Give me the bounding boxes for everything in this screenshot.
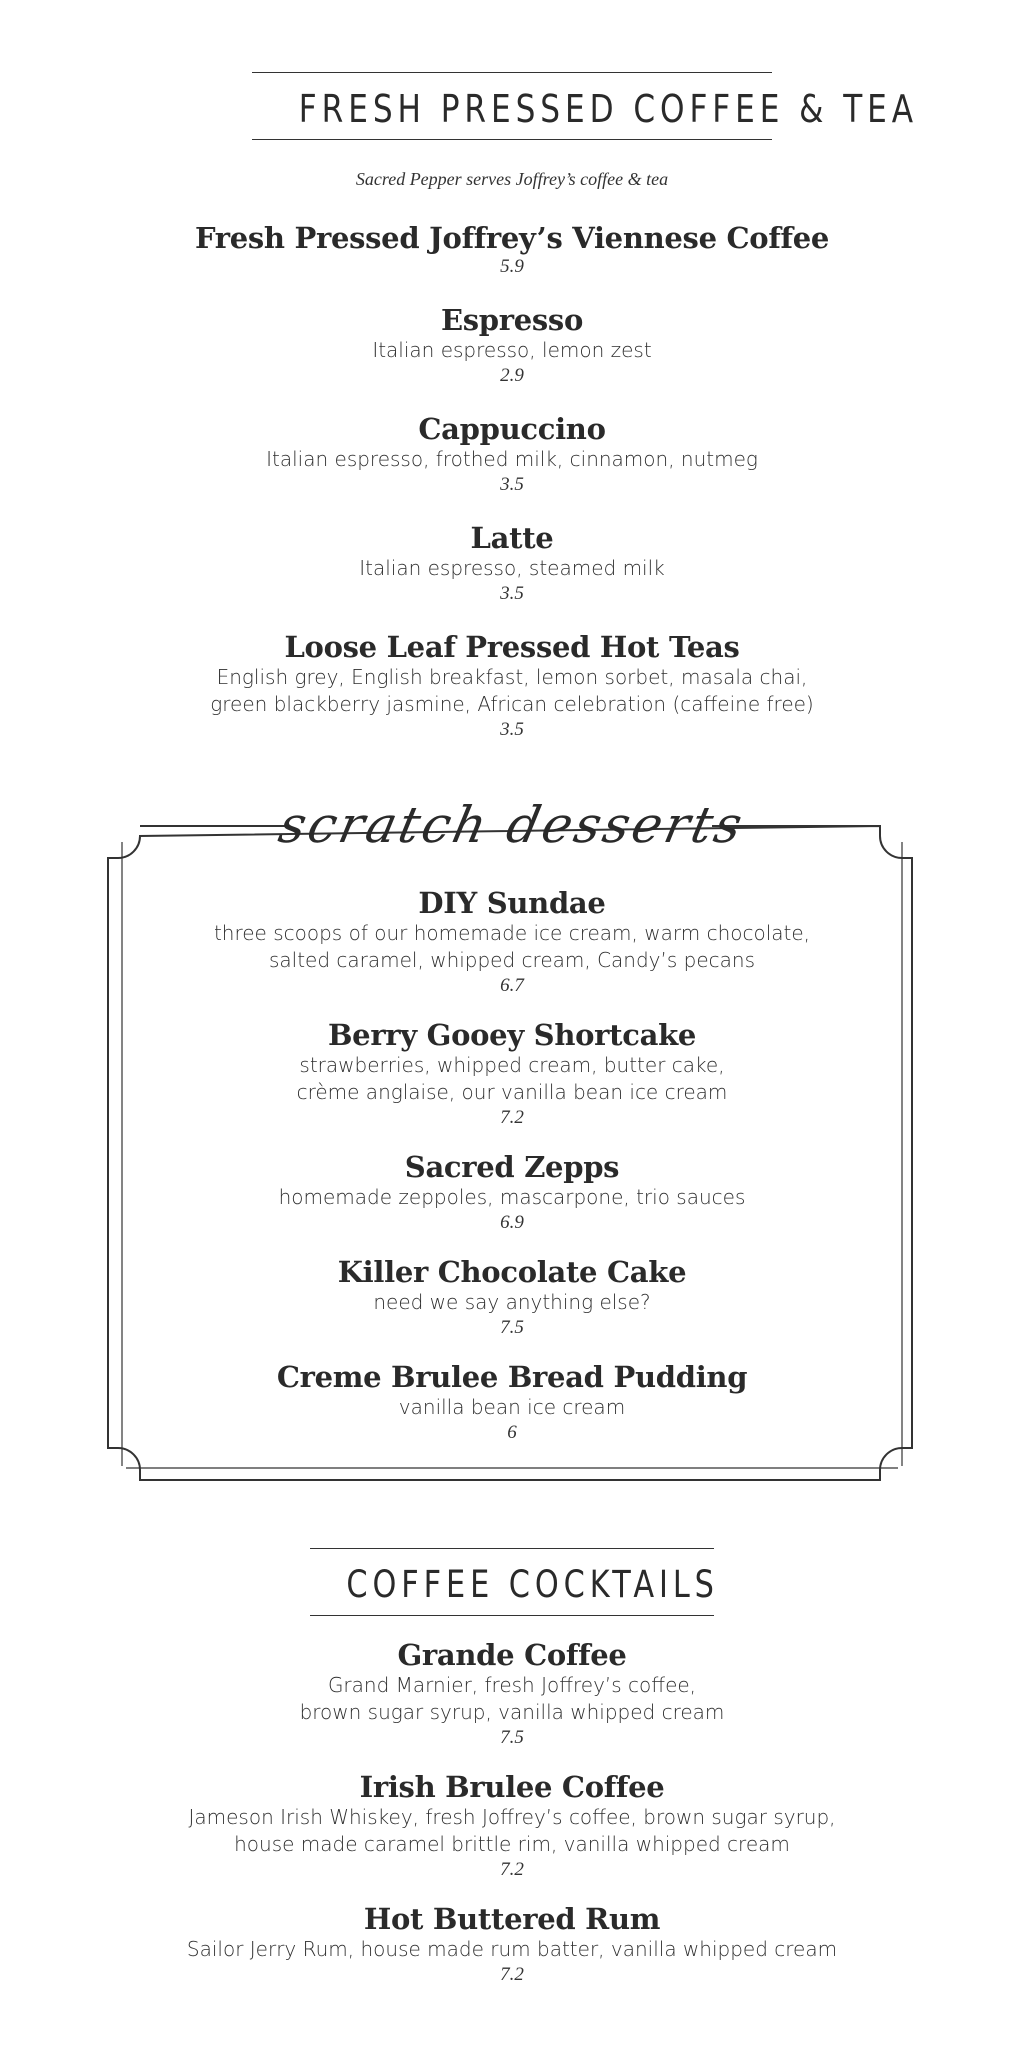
item-name: Fresh Pressed Joffrey’s Viennese Coffee <box>194 221 830 255</box>
item-description-line: Jameson Irish Whiskey, fresh Joffrey’s coffee, brown sugar syrup, <box>188 1805 836 1829</box>
item-name: Killer Chocolate Cake <box>337 1255 687 1289</box>
cocktails-heading <box>310 1548 719 1616</box>
desserts-items <box>0 886 1024 1445</box>
item-description-line: Italian espresso, lemon zest <box>372 338 652 362</box>
item-description-line: Grand Marnier, fresh Joffrey’s coffee, <box>327 1673 697 1697</box>
menu-item <box>0 1902 1024 1987</box>
coffee-tea-subtitle: Sacred Pepper serves Joffrey’s coffee & tea <box>355 169 669 189</box>
item-description <box>0 920 1024 974</box>
coffee-tea-title: FRESH PRESSED COFFEE & TEA <box>298 87 919 131</box>
item-name: Latte <box>470 521 554 555</box>
menu-item <box>0 1018 1024 1130</box>
item-description-line: green blackberry jasmine, African celebration (caffeine free) <box>210 692 814 716</box>
item-name: Grande Coffee <box>397 1638 627 1672</box>
item-price: 6.7 <box>500 975 524 996</box>
item-description-line: English grey, English breakfast, lemon sorbet, masala chai, <box>216 665 808 689</box>
item-description-line: salted caramel, whipped cream, Candy’s pecans <box>268 948 755 972</box>
item-description <box>0 1936 1024 1963</box>
item-description-line: vanilla bean ice cream <box>398 1395 626 1419</box>
item-price: 5.9 <box>500 256 524 277</box>
item-description <box>0 1052 1024 1106</box>
item-price: 2.9 <box>500 365 524 386</box>
item-description <box>0 1394 1024 1421</box>
menu-item <box>0 1638 1024 1750</box>
item-description-line: house made caramel brittle rim, vanilla whipped cream <box>234 1832 790 1856</box>
item-price: 3.5 <box>500 583 524 604</box>
item-description-line: Sailor Jerry Rum, house made rum batter, vanilla whipped cream <box>186 1937 838 1961</box>
item-name: Loose Leaf Pressed Hot Teas <box>284 630 740 664</box>
item-description-line: brown sugar syrup, vanilla whipped cream <box>299 1700 725 1724</box>
item-description-line: Italian espresso, steamed milk <box>359 556 665 580</box>
item-description-line: Italian espresso, frothed milk, cinnamon, nutmeg <box>266 447 758 471</box>
item-description-line: need we say anything else? <box>373 1290 651 1314</box>
item-name: Sacred Zepps <box>404 1150 620 1184</box>
menu-item <box>0 1770 1024 1882</box>
item-name: Hot Buttered Rum <box>363 1902 661 1936</box>
item-name: Cappuccino <box>418 412 606 446</box>
item-price: 7.2 <box>500 1859 524 1880</box>
heading-bottom-rule <box>310 1615 714 1616</box>
item-name: Espresso <box>440 303 584 337</box>
item-price: 3.5 <box>500 719 524 740</box>
heading-top-rule <box>310 1548 714 1549</box>
item-description <box>0 1184 1024 1211</box>
item-description-line: homemade zeppoles, mascarpone, trio sauces <box>278 1185 746 1209</box>
item-description <box>0 1804 1024 1858</box>
item-description-line: strawberries, whipped cream, butter cake, <box>299 1053 725 1077</box>
cocktails-title: COFFEE COCKTAILS <box>346 1563 719 1606</box>
item-name: Creme Brulee Bread Pudding <box>276 1360 748 1394</box>
desserts-title: scratch desserts <box>273 796 751 854</box>
menu-item <box>0 1150 1024 1235</box>
item-price: 7.2 <box>500 1107 524 1128</box>
item-description <box>0 1289 1024 1316</box>
item-price: 6.9 <box>500 1212 524 1233</box>
item-price: 6 <box>507 1422 517 1443</box>
cocktails-items <box>0 1638 1024 1987</box>
menu-item <box>0 886 1024 998</box>
item-description <box>0 1672 1024 1726</box>
item-name: Berry Gooey Shortcake <box>327 1018 697 1052</box>
item-price: 3.5 <box>500 474 524 495</box>
item-description-line: three scoops of our homemade ice cream, warm chocolate, <box>213 921 811 945</box>
item-name: Irish Brulee Coffee <box>359 1770 665 1804</box>
item-price: 7.5 <box>500 1317 524 1338</box>
item-price: 7.5 <box>500 1727 524 1748</box>
menu-item <box>0 1360 1024 1445</box>
item-price: 7.2 <box>500 1964 524 1985</box>
item-name: DIY Sundae <box>418 886 606 920</box>
menu-item <box>0 1255 1024 1340</box>
item-description-line: crème anglaise, our vanilla bean ice cream <box>296 1080 728 1104</box>
